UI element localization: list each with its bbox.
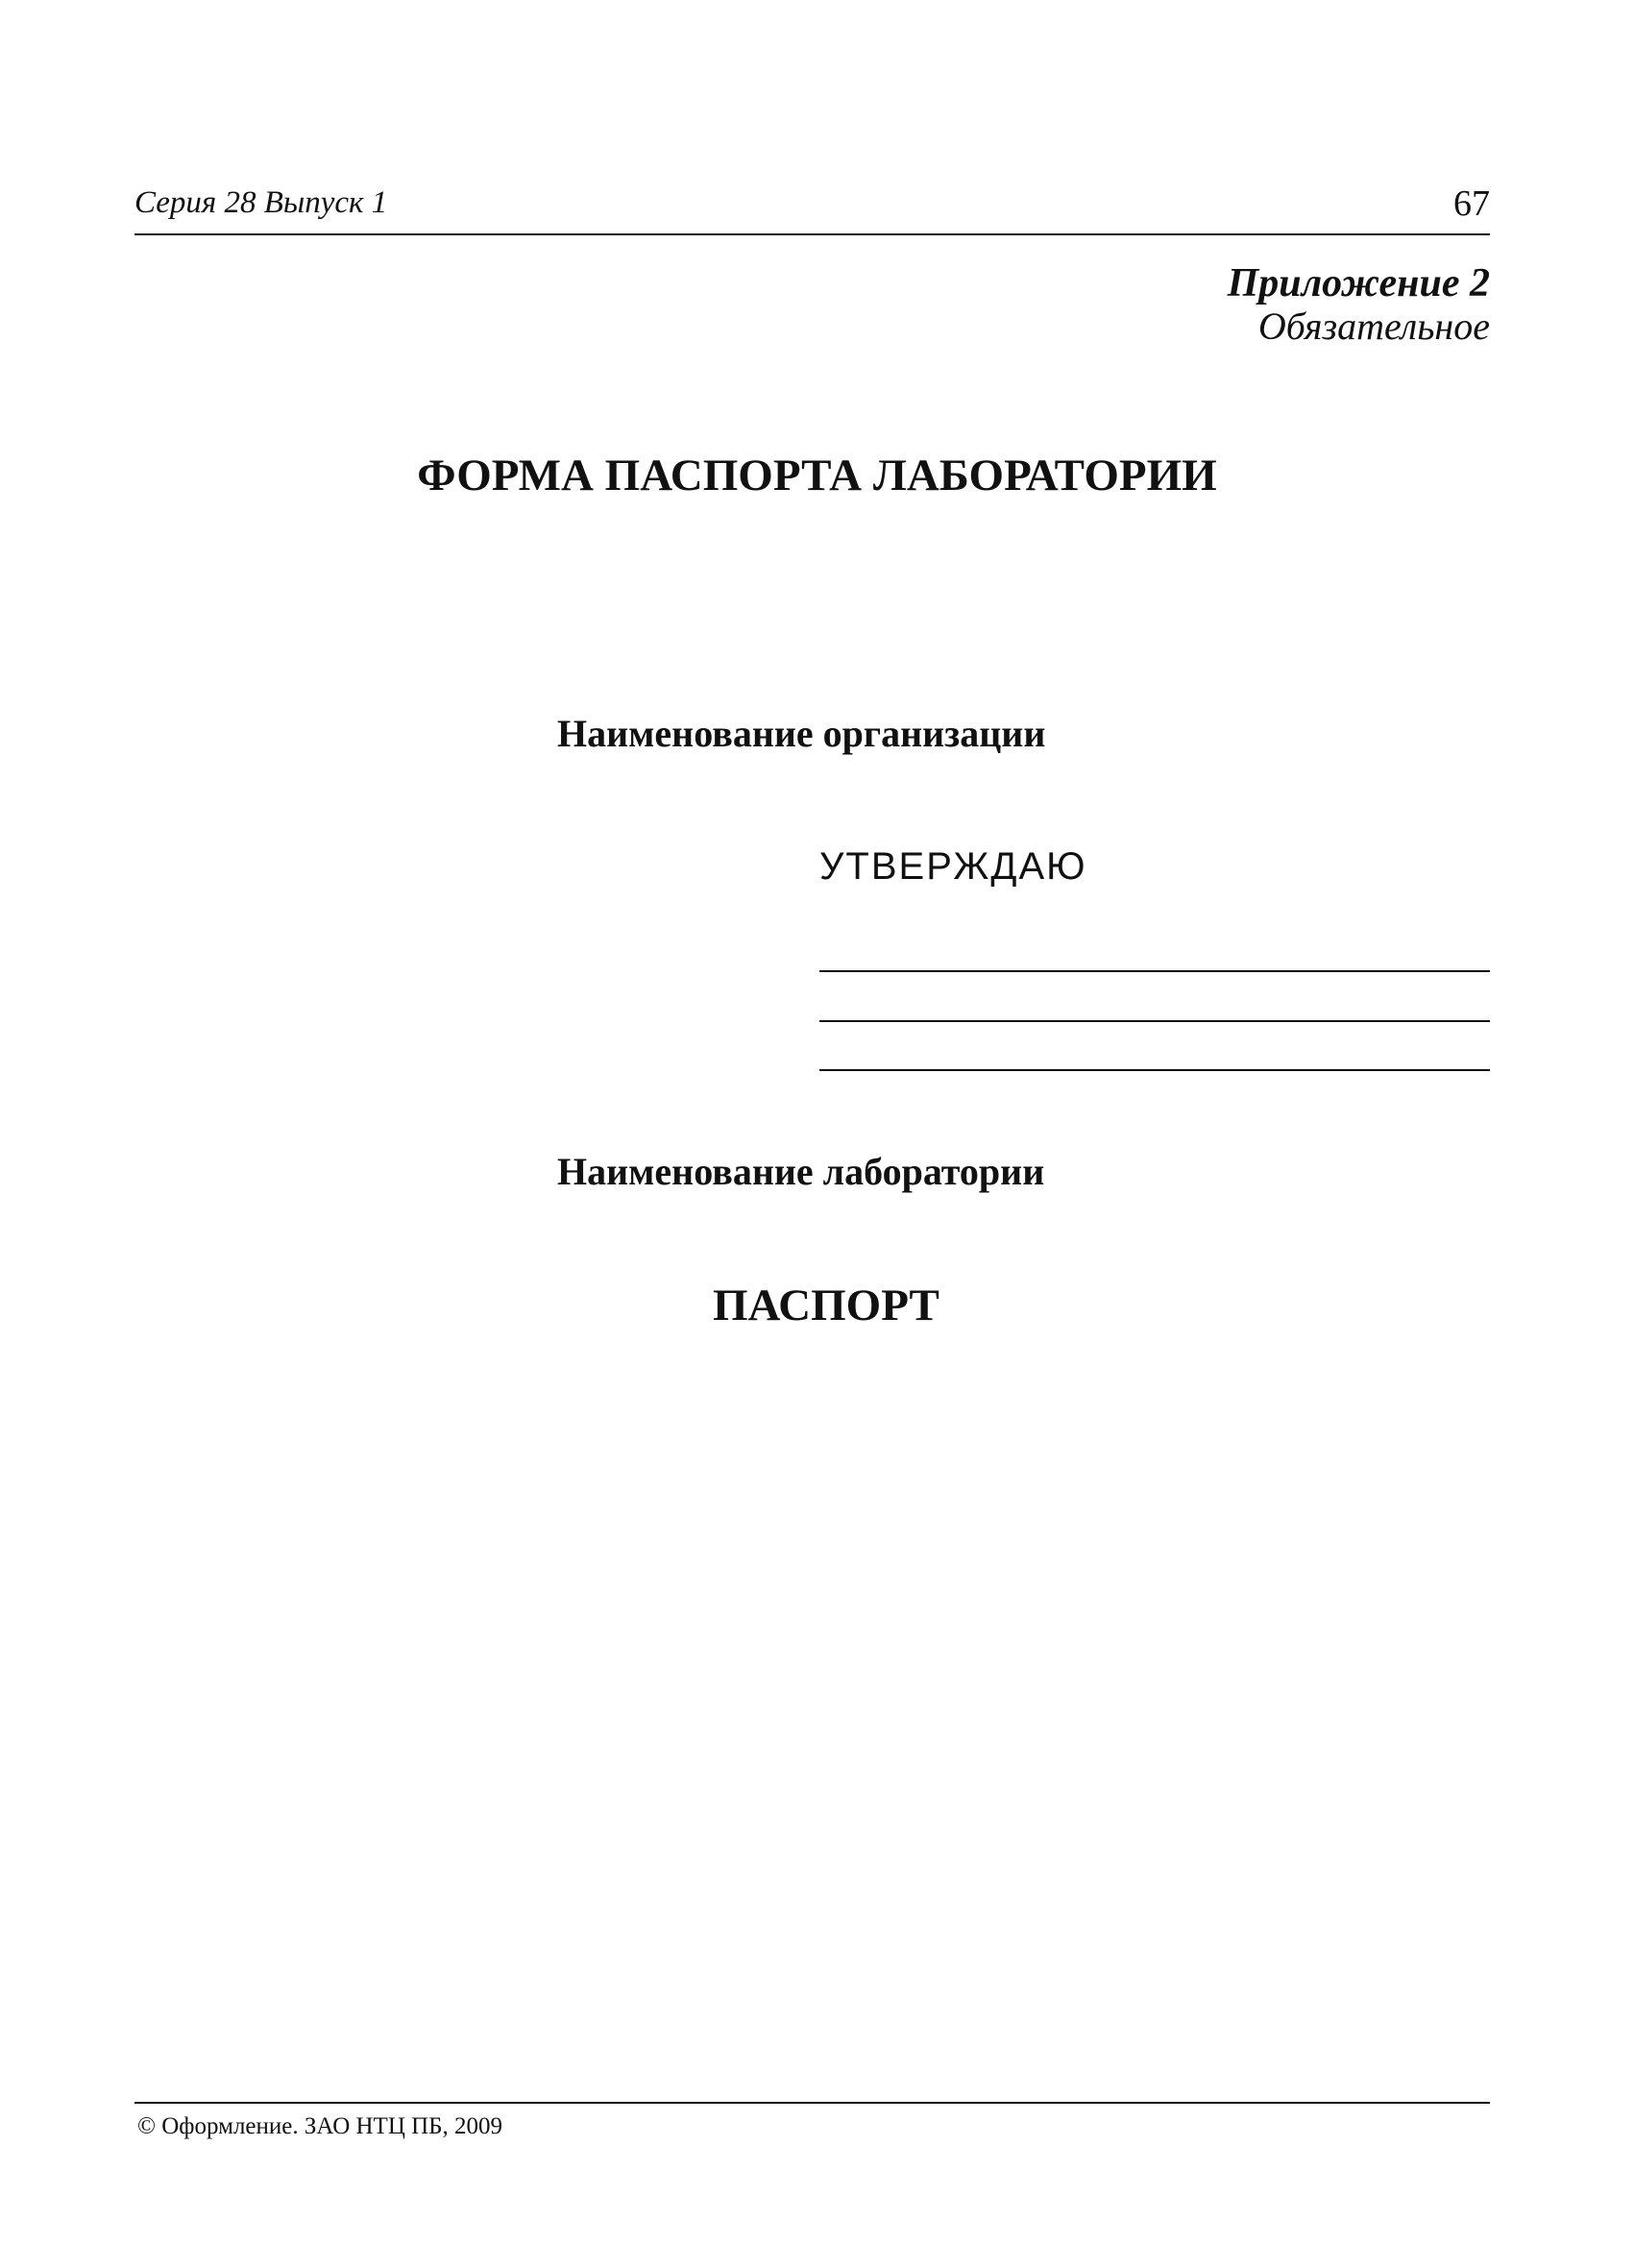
form-title: ФОРМА ПАСПОРТА ЛАБОРАТОРИИ bbox=[417, 451, 1217, 500]
appendix-title: Приложение 2 bbox=[1227, 261, 1490, 305]
series-issue-label: Серия 28 Выпуск 1 bbox=[134, 185, 388, 220]
header-divider bbox=[134, 233, 1490, 235]
approval-label: УТВЕРЖДАЮ bbox=[819, 845, 1087, 888]
footer-copyright: © Оформление. ЗАО НТЦ ПБ, 2009 bbox=[137, 2113, 503, 2139]
footer-divider bbox=[134, 2102, 1490, 2104]
passport-title: ПАСПОРТ bbox=[713, 1280, 939, 1330]
signature-line bbox=[819, 1020, 1490, 1022]
appendix-block bbox=[1228, 261, 1490, 348]
organization-name-label: Наименование организации bbox=[557, 712, 1046, 755]
laboratory-name-label: Наименование лаборатории bbox=[557, 1150, 1045, 1193]
appendix-status: Обязательное bbox=[1257, 305, 1490, 349]
signature-line bbox=[819, 1069, 1490, 1071]
page-number: 67 bbox=[1453, 183, 1490, 224]
signature-line bbox=[819, 970, 1490, 972]
